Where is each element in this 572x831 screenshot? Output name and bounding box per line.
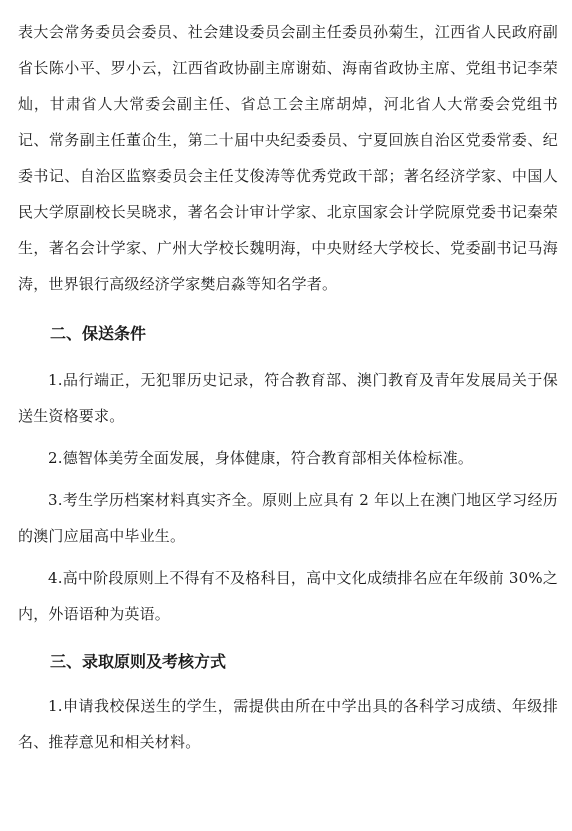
condition-item-3: 3.考生学历档案材料真实齐全。原则上应具有 2 年以上在澳门地区学习经历的澳门应届高中毕业生。	[18, 491, 558, 545]
section-heading-admission-principles: 三、录取原则及考核方式	[50, 652, 227, 671]
intro-paragraph: 表大会常务委员会委员、社会建设委员会副主任委员孙菊生，江西省人民政府副省长陈小平、罗小云，江西省政协副主席谢茹、海南省政协主席、党组书记李荣灿，甘肃省人大常委会副主任、省总工会主席胡焯，河北省人大常委会党组书记、常务副主任董仚生，第二十届中央纪委委员、宁夏回族自治区党委常委、纪委书记、自治区监察委员会主任艾俊涛等优秀党政干部；著名经济学家、中国人民大学原副校长吴晓求，著名会计审计学家、北京国家会计学院原党委书记秦荣生，著名会计学家、广州大学校长魏明海，中央财经大学校长、党委副书记马海涛，世界银行高级经济学家樊启淼等知名学者。	[18, 23, 558, 293]
document-page	[18, 0, 558, 766]
condition-item-2: 2.德智体美劳全面发展，身体健康，符合教育部相关体检标准。	[48, 449, 474, 467]
section-heading-admission-conditions: 二、保送条件	[50, 324, 147, 343]
principle-item-1: 1.申请我校保送生的学生，需提供由所在中学出具的各科学习成绩、年级排名、推荐意见和相关材料。	[18, 697, 558, 751]
condition-item-1: 1.品行端正，无犯罪历史记录，符合教育部、澳门教育及青年发展局关于保送生资格要求。	[18, 371, 558, 425]
condition-item-4: 4.高中阶段原则上不得有不及格科目，高中文化成绩排名应在年级前 30%之内，外语语种为英语。	[18, 569, 558, 623]
